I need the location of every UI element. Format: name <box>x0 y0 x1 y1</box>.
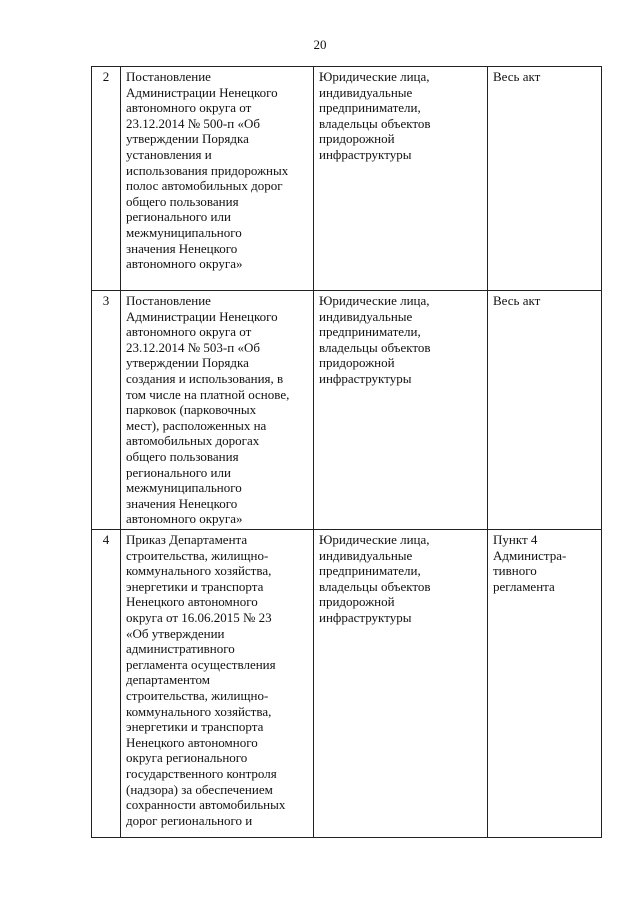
regulated-subjects: Юридические лица, индивидуальные предприниматели, владельцы объектов придорожной инфраструктуры <box>314 530 488 838</box>
regulated-subjects: Юридические лица, индивидуальные предприниматели, владельцы объектов придорожной инфраструктуры <box>314 291 488 530</box>
table-row <box>92 530 602 838</box>
row-number: 4 <box>92 530 121 838</box>
legal-act-title: Постановление Администрации Ненецкого автономного округа от 23.12.2014 № 503-п «Об утверждении Порядка создания и использования, в том числе на платной основе, парковок (парковочных мест), расположенных на автомобильных дорогах общего пользования регионального или межмуниципального значения Ненецкого автономного округа» <box>121 291 314 530</box>
legal-act-title: Постановление Администрации Ненецкого автономного округа от 23.12.2014 № 500-п «Об утверждении Порядка установления и использования придорожных полос автомобильных дорог общего пользования регионального или межмуниципального значения Ненецкого автономного округа» <box>121 67 314 291</box>
row-number: 2 <box>92 67 121 291</box>
applicable-scope: Весь акт <box>488 291 602 530</box>
regulations-table <box>91 66 602 838</box>
table-row <box>92 291 602 530</box>
row-number: 3 <box>92 291 121 530</box>
page-number: 20 <box>313 37 327 52</box>
applicable-scope: Весь акт <box>488 67 602 291</box>
applicable-scope: Пункт 4 Администра- тивного регламента <box>488 530 602 838</box>
legal-act-title: Приказ Департамента строительства, жилищно- коммунального хозяйства, энергетики и транспорта Ненецкого автономного округа от 16.06.2015 № 23 «Об утверждении административного регламента осуществления департаментом строительства, жилищно- коммунального хозяйства, энергетики и транспорта Ненецкого автономного округа регионального государственного контроля (надзора) за обеспечением сохранности автомобильных дорог регионального и <box>121 530 314 838</box>
regulated-subjects: Юридические лица, индивидуальные предприниматели, владельцы объектов придорожной инфраструктуры <box>314 67 488 291</box>
table-row <box>92 67 602 291</box>
